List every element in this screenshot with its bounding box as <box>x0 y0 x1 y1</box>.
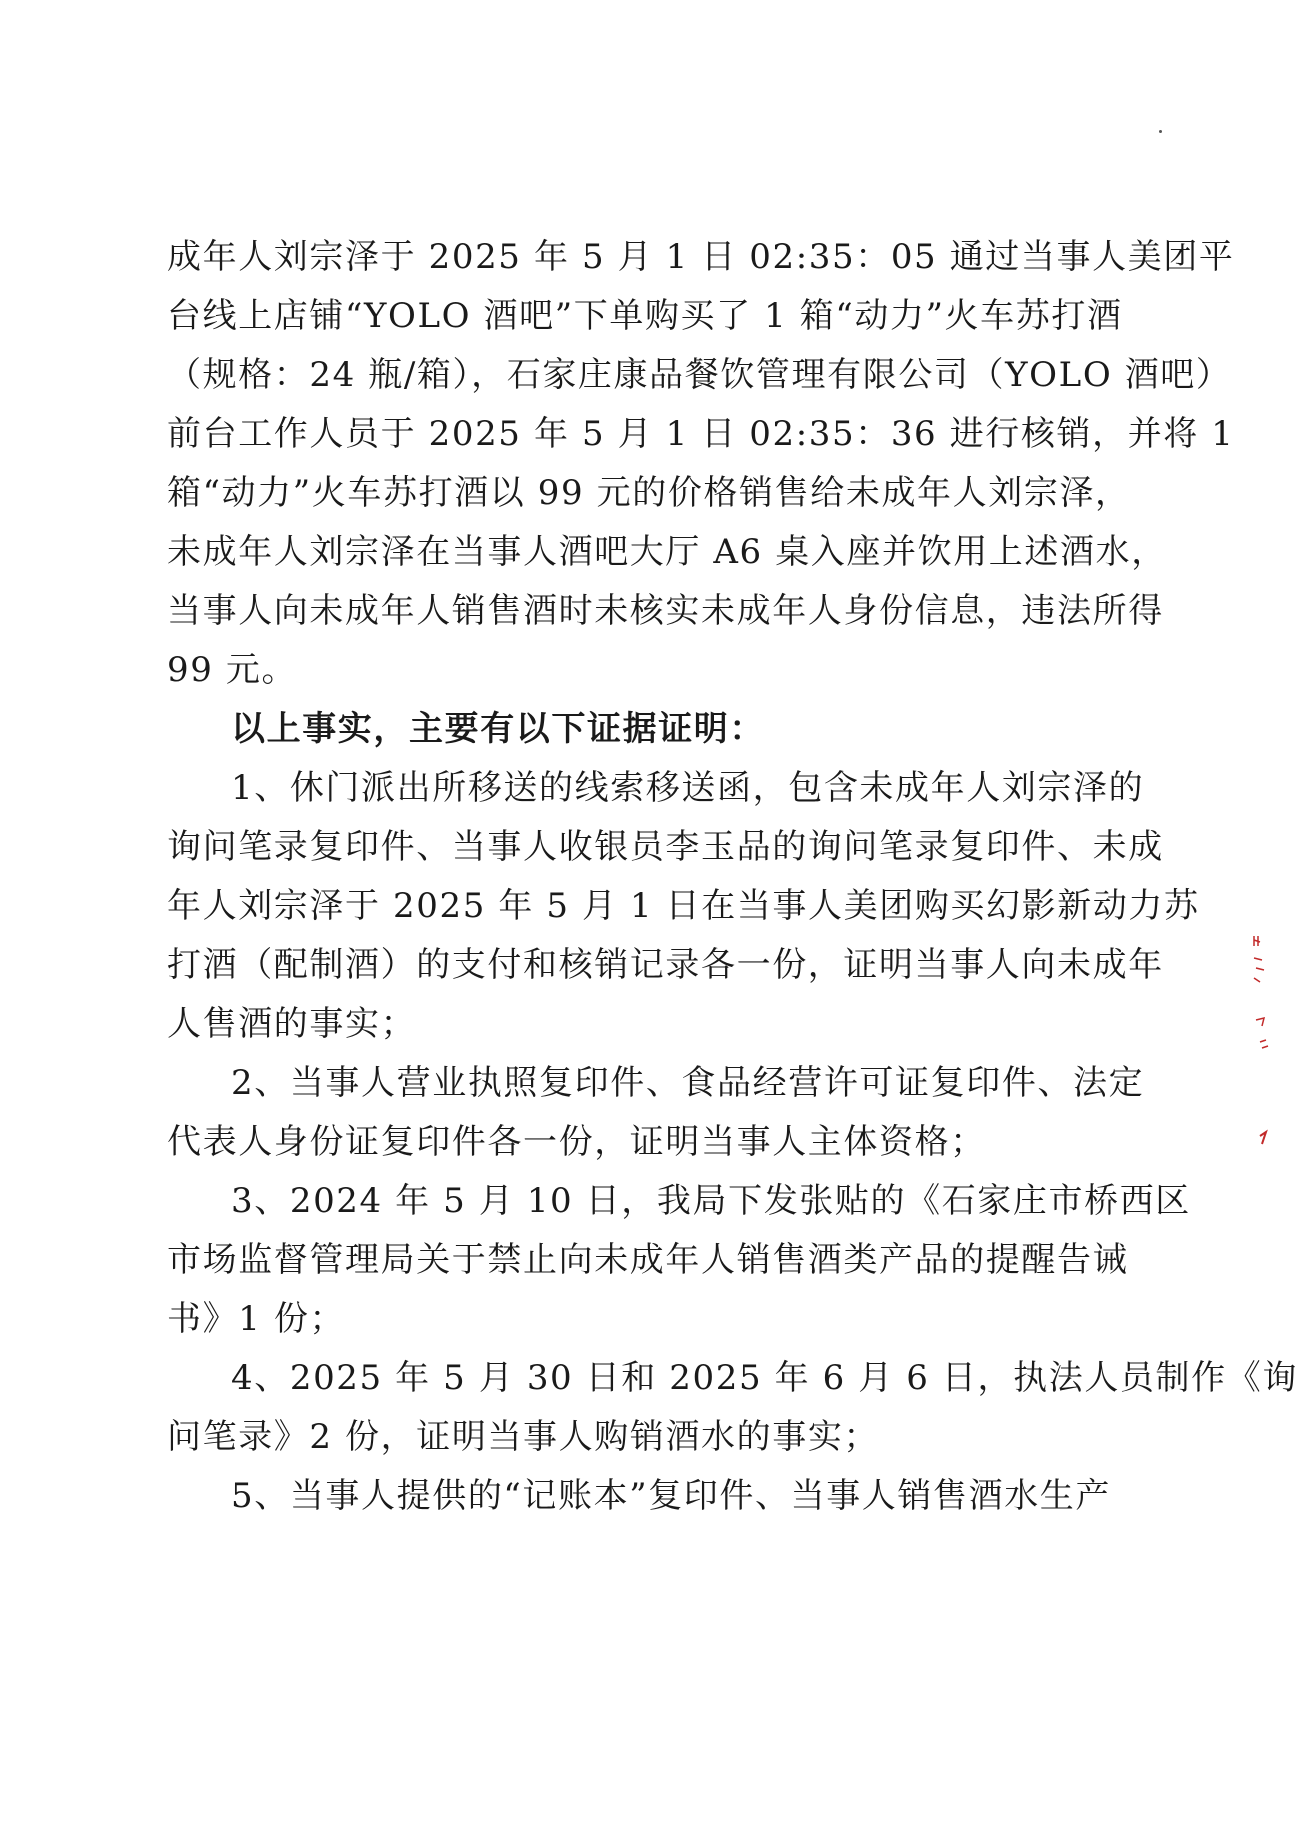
document-body <box>167 228 1298 1526</box>
text-line: 年人刘宗泽于 2025 年 5 月 1 日在当事人美团购买幻影新动力苏 <box>167 886 1200 926</box>
text-line: 询问笔录复印件、当事人收银员李玉品的询问笔录复印件、未成 <box>167 827 1164 867</box>
evidence-item-2: 2、当事人营业执照复印件、食品经营许可证复印件、法定 <box>231 1063 1145 1103</box>
text-line: 书》1 份； <box>167 1299 346 1339</box>
evidence-item-3: 3、2024 年 5 月 10 日，我局下发张贴的《石家庄市桥西区 <box>231 1181 1191 1221</box>
text-line: 未成年人刘宗泽在当事人酒吧大厅 A6 桌入座并饮用上述酒水， <box>167 532 1167 572</box>
text-line: 打酒（配制酒）的支付和核销记录各一份，证明当事人向未成年 <box>167 945 1164 985</box>
text-line: （规格：24 瓶/箱），石家庄康品餐饮管理有限公司（YOLO 酒吧） <box>167 355 1232 395</box>
evidence-item-5: 5、当事人提供的“记账本”复印件、当事人销售酒水生产 <box>231 1476 1111 1516</box>
text-line: 人售酒的事实； <box>167 1004 417 1044</box>
text-line: 市场监督管理局关于禁止向未成年人销售酒类产品的提醒告诫 <box>167 1240 1129 1280</box>
text-line: 问笔录》2 份，证明当事人购销酒水的事实； <box>167 1417 880 1457</box>
evidence-item-4: 4、2025 年 5 月 30 日和 2025 年 6 月 6 日，执法人员制作《询 <box>231 1358 1298 1398</box>
text-line: 当事人向未成年人销售酒时未核实未成年人身份信息，违法所得 <box>167 591 1164 631</box>
text-line: 成年人刘宗泽于 2025 年 5 月 1 日 02:35：05 通过当事人美团平 <box>167 237 1235 277</box>
seam-stamp-marks <box>1250 930 1274 1190</box>
text-line: 台线上店铺“YOLO 酒吧”下单购买了 1 箱“动力”火车苏打酒 <box>167 296 1123 336</box>
text-line: 前台工作人员于 2025 年 5 月 1 日 02:35：36 进行核销，并将 1 <box>167 414 1235 454</box>
evidence-item-1: 1、休门派出所移送的线索移送函，包含未成年人刘宗泽的 <box>231 768 1145 808</box>
text-line: 代表人身份证复印件各一份，证明当事人主体资格； <box>167 1122 986 1162</box>
evidence-heading: 以上事实，主要有以下证据证明： <box>231 709 765 749</box>
text-line: 箱“动力”火车苏打酒以 99 元的价格销售给未成年人刘宗泽， <box>167 473 1131 513</box>
text-line: 99 元。 <box>167 650 298 690</box>
scan-dot <box>1159 130 1162 133</box>
